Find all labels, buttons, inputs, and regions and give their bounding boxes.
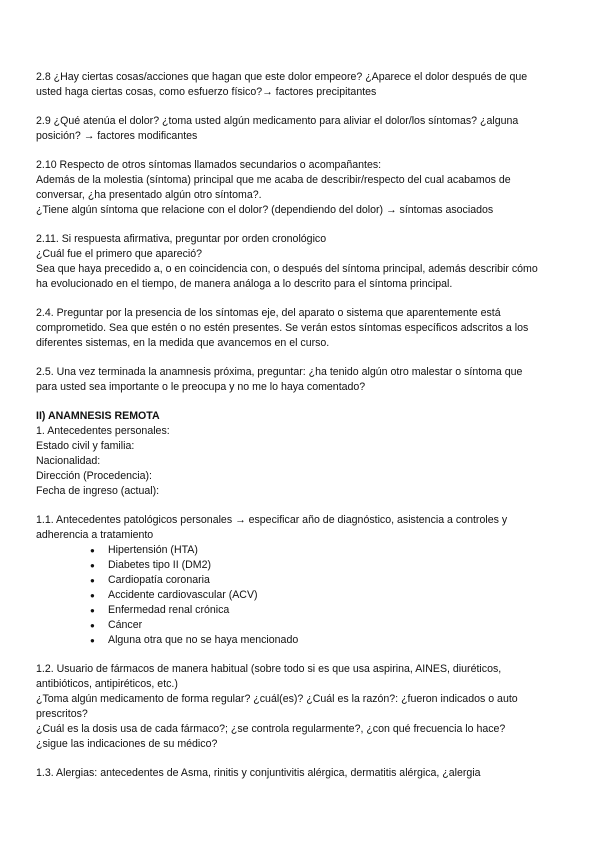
text-line: prescritos? <box>36 708 88 720</box>
bullet-list <box>36 543 566 648</box>
section-heading: II) ANAMNESIS REMOTA <box>36 410 160 422</box>
section-1-3 <box>36 766 566 781</box>
text-line: ¿Cuál es la dosis usa de cada fármaco?; ¿se controla regularmente?, ¿con qué frecuencia lo hace? <box>36 723 506 735</box>
text-line: Nacionalidad: <box>36 455 101 467</box>
text-line: ¿Tiene algún síntoma que relacione con el dolor? (dependiendo del dolor) → síntomas asociados <box>36 204 494 216</box>
section-2-11 <box>36 232 566 292</box>
section-2-8 <box>36 70 566 100</box>
list-item: ● Hipertensión (HTA) <box>108 543 566 558</box>
text-line: 1.1. Antecedentes patológicos personales → especificar año de diagnóstico, asistencia a controles y <box>36 514 508 526</box>
section-1-1 <box>36 513 566 648</box>
text-line: adherencia a tratamiento <box>36 529 154 541</box>
section-2-5 <box>36 365 566 395</box>
text-line: 2.10 Respecto de otros síntomas llamados secundarios o acompañantes: <box>36 159 382 171</box>
list-item: ● Cáncer <box>108 618 566 633</box>
text-line: 1. Antecedentes personales: <box>36 425 170 437</box>
text-line: para usted sea importante o le preocupa y no me lo haya comentado? <box>36 381 366 393</box>
text-line: Dirección (Procedencia): <box>36 470 152 482</box>
section-anamnesis-remota <box>36 409 566 499</box>
text-line: conversar, ¿ha presentado algún otro síntoma?. <box>36 189 262 201</box>
text-line: 2.8 ¿Hay ciertas cosas/acciones que hagan que este dolor empeore? ¿Aparece el dolor después de que <box>36 71 528 83</box>
text-line: ¿Cuál fue el primero que apareció? <box>36 248 203 260</box>
section-2-9 <box>36 114 566 144</box>
text-line: 1.3. Alergias: antecedentes de Asma, rinitis y conjuntivitis alérgica, dermatitis alérgica, ¿alergia <box>36 767 481 779</box>
text-line: Además de la molestia (síntoma) principal que me acaba de describir/respecto del cual acabamos de <box>36 174 511 186</box>
text-line: ¿sigue las indicaciones de su médico? <box>36 738 218 750</box>
text-line: diferentes sistemas, en la medida que avancemos en el curso. <box>36 337 330 349</box>
list-item: ● Cardiopatía coronaria <box>108 573 566 588</box>
text-line: 2.4. Preguntar por la presencia de los síntomas eje, del aparato o sistema que aparentemente está <box>36 307 501 319</box>
text-line: Sea que haya precedido a, o en coincidencia con, o después del síntoma principal, además describir cómo <box>36 263 538 275</box>
text-line: posición? → factores modificantes <box>36 130 198 142</box>
document-content <box>36 70 566 795</box>
section-2-4 <box>36 306 566 351</box>
text-line: usted haga ciertas cosas, como esfuerzo físico?→ factores precipitantes <box>36 86 377 98</box>
text-line: comprometido. Sea que estén o no estén presentes. Se verán estos síntomas específicos adscritos a los <box>36 322 529 334</box>
text-line: ¿Toma algún medicamento de forma regular? ¿cuál(es)? ¿Cuál es la razón?: ¿fueron indicados o auto <box>36 693 518 705</box>
text-line: 2.5. Una vez terminada la anamnesis próxima, preguntar: ¿ha tenido algún otro malestar o síntoma que <box>36 366 523 378</box>
text-line: Estado civil y familia: <box>36 440 135 452</box>
list-item: ● Alguna otra que no se haya mencionado <box>108 633 566 648</box>
text-line: 2.11. Si respuesta afirmativa, preguntar por orden cronológico <box>36 233 327 245</box>
text-line: ha evolucionado en el tiempo, de manera análoga a lo descrito para el síntoma principal. <box>36 278 453 290</box>
section-1-2 <box>36 662 566 752</box>
list-item: ● Enfermedad renal crónica <box>108 603 566 618</box>
text-line: antibióticos, antipiréticos, etc.) <box>36 678 178 690</box>
text-line: Fecha de ingreso (actual): <box>36 485 160 497</box>
list-item: ● Accidente cardiovascular (ACV) <box>108 588 566 603</box>
list-item: ● Diabetes tipo II (DM2) <box>108 558 566 573</box>
text-line: 1.2. Usuario de fármacos de manera habitual (sobre todo si es que usa aspirina, AINES, diuréticos, <box>36 663 502 675</box>
section-2-10 <box>36 158 566 218</box>
text-line: 2.9 ¿Qué atenúa el dolor? ¿toma usted algún medicamento para aliviar el dolor/los síntomas? ¿alguna <box>36 115 519 127</box>
